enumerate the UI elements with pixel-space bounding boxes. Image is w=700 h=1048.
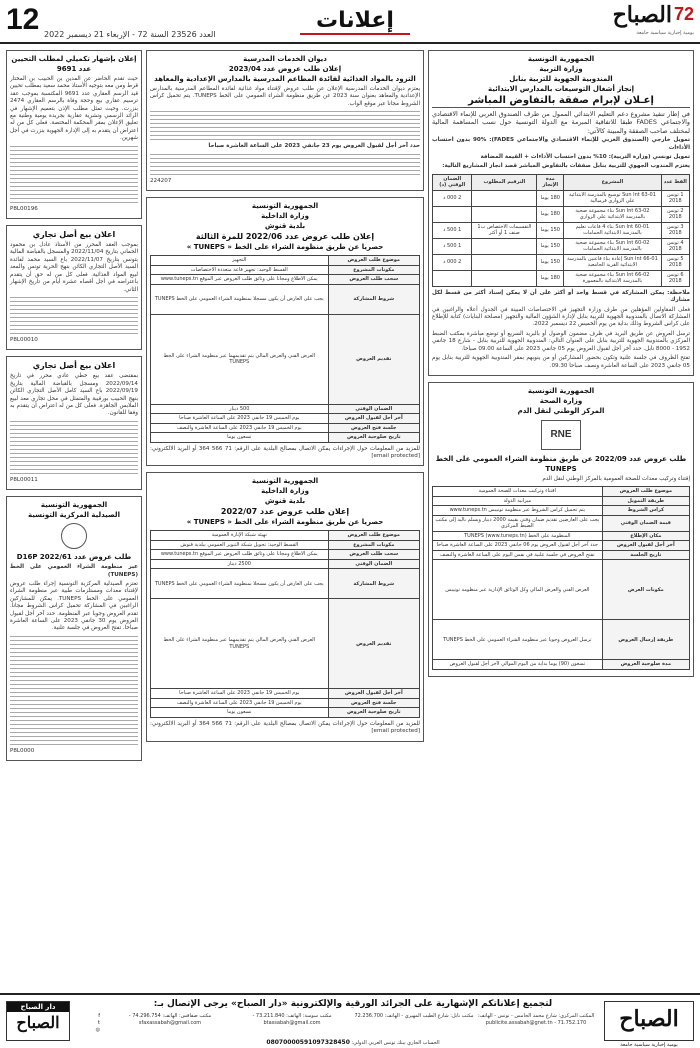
ad-blood-transfusion-center <box>428 382 694 677</box>
table-cell: 2 000 د <box>433 190 472 206</box>
footer-brand-sub: يومية إخبارية سياسية جامعة <box>620 1042 678 1048</box>
ad-bullet: تمويل خارجي (الصندوق العربي للإنماء الاقتصادي والاجتماعي FADES): 90% بدون احتساب الأداءات <box>432 137 691 151</box>
text-block <box>10 636 138 745</box>
ad-ref: P8L0000 <box>10 747 35 754</box>
table-cell <box>472 270 537 286</box>
row-label: شروط المشاركة <box>328 284 419 314</box>
table-row <box>433 515 690 531</box>
ad-header-line: الجمهورية التونسية <box>251 477 319 486</box>
row-label: آخر أجل لقبول العروض <box>328 689 419 699</box>
text-block <box>10 146 138 203</box>
row-value: تسعون (90) يوما بداية من اليوم الموالي لآخر أجل لقبول العروض <box>433 660 603 670</box>
twitter-icon: t <box>98 1020 100 1026</box>
table-header: مدة الإنجاز <box>537 174 564 190</box>
text-block <box>150 154 420 175</box>
row-label: الضمان الوقتي <box>328 404 419 414</box>
dar-assabah-logo <box>6 1001 70 1041</box>
ad-details-table <box>150 530 420 718</box>
row-value: تهيئة شبكة الإنارة العمومية <box>151 531 329 541</box>
ad-body: بموجب العقد المحرر من الأستاذ عادل بن محمود الحماني بتاريخ 2022/11/04 والمسجل بالقباضة المالية بتونس بتاريخ 2022/11/07 باع السيد محمد لفائدة السيد الأصل التجاري الكائن بنهج الحرية تونس والمعد لبيع المواد الغذائية. فعلى كل من له حق أن يتقدم باعتراضه في أجل أقصاه عشرة أيام من تاريخ الإشهار الثاني. <box>10 242 139 293</box>
row-label: مكان الإطلاع <box>602 531 689 541</box>
table-cell: 150 يوما <box>537 254 564 270</box>
row-label: مكونات المشروع <box>328 540 419 550</box>
table-row <box>433 496 690 506</box>
ad-header-line: المركز الوطني لنقل الدم <box>517 406 605 415</box>
row-value: تفتح العروض في جلسة علنية في نفس اليوم على الساعة العاشرة والنصف <box>433 550 603 560</box>
footer-brand-logo <box>604 1001 694 1048</box>
row-value: القسط الوحيد: تجهيز قاعة متعددة الاختصاصات <box>151 265 329 275</box>
row-label: تقديم العروض <box>328 314 419 404</box>
table-header-row <box>433 174 690 190</box>
row-value: العرض الفني والعرض المالي وكل الوثائق الإدارية عبر منظومة تونيبس <box>433 560 603 620</box>
table-row <box>433 222 690 238</box>
table-row <box>151 256 420 266</box>
ad-kanouch-municipality-2 <box>146 472 424 741</box>
table-cell: Sun Int 63-02 بناء مجموعة صحية بالمدرسة الابتدائية علي الزواري <box>564 206 661 222</box>
ad-details-table <box>432 486 690 670</box>
table-row <box>151 404 420 414</box>
table-row <box>433 270 690 286</box>
column-middle <box>146 50 424 990</box>
row-value: يوم الخميس 19 جانفي 2023 على الساعة العاشرة والنصف <box>151 698 329 708</box>
table-cell <box>472 190 537 206</box>
ad-title: اعلان بيع أصل تجاري <box>32 230 116 240</box>
row-label: تقديم العروض <box>328 599 419 689</box>
table-row <box>151 275 420 285</box>
table-cell: 150 يوما <box>537 238 564 254</box>
page-number: 12 <box>6 3 40 36</box>
table-cell: 180 يوما <box>537 270 564 286</box>
ad-intro: في إطار تنفيذ مشروع دعم التعليم الابتدائي الممول من طرف الصندوق العربي للإنماء الاقتصادي والاجتماعي FADES طبقا للاتفاقية المبرمة مع الدولة التونسية حول نسب المساهمة المالية لمختلف صاحب الصفقة والمبينة كالآتي: <box>432 110 690 135</box>
table-row <box>433 487 690 497</box>
ad-header-line: بلدية قنوش <box>264 222 306 231</box>
footer-bank-label: الحساب الجاري ببنك تونس العربي الدولي: <box>351 1040 440 1046</box>
row-label: سحب طلب العروض <box>328 550 419 560</box>
table-cell: Sun Int 63-01 توسيع بالمدرسة الابتدائية علي الزواري قرمبالية <box>564 190 661 206</box>
ad-header-line: الجمهورية التونسية <box>527 386 595 395</box>
footer-contact: مكتب صفاقس: الهاتف: 74.296.754 - sfaxassabah@gmail.com <box>128 1013 212 1026</box>
row-value: تسعون يوما <box>151 708 329 718</box>
ad-header-line: الجمهورية التونسية <box>251 202 319 211</box>
table-row <box>433 550 690 560</box>
footer-contact: مكتب نابل: شارع الطيب المهيري - الهاتف: 72.236.700 <box>354 1013 474 1019</box>
row-value: يتم تحميل كراس الشروط عبر منظومة تونيبس www.tuneps.tn <box>433 506 603 516</box>
row-value: العرض الفني والعرض المالي يتم تقديمهما عبر منظومة الشراء على الخط TUNEPS <box>151 599 329 689</box>
row-value: يمكن الاطلاع ومجانا على وثائق طلب العروض عبر الموقع www.tuneps.tn <box>151 550 329 560</box>
row-label: الضمان الوقتي <box>328 559 419 569</box>
row-value: يمكن الاطلاع ومجانا على وثائق طلب العروض عبر الموقع www.tuneps.tn <box>151 275 329 285</box>
rne-logo: RNE <box>541 420 581 450</box>
row-value: العرض الفني والعرض المالي يتم تقديمهما عبر منظومة الشراء على الخط TUNEPS <box>151 314 329 404</box>
ad-bullet: تمويل تونسي (وزارة التربية): 10% بدون احتساب الأداءات + القيمة المضافة <box>480 154 690 161</box>
page-header <box>0 0 700 44</box>
ad-body: تعتزم الصيدلية المركزية التونسية إجراء طلب عروض لإقتناء معدات ومستلزمات طبية عبر منظومة الشراء العمومي على الخط TUNEPS. يمكن للمشاركين الراغبين في المشاركة تحميل كراس الشروط مجانا. تقدم العروض وجوبا عبر المنظومة. حدد آخر أجل لقبول العروض يوم 30 جانفي 2023 على الساعة العاشرة صباحا. تفتح العروض في جلسة علنية. <box>10 580 138 632</box>
table-row <box>151 559 420 569</box>
table-cell: 5 تونس 2018 <box>661 254 689 270</box>
row-label: جلسة فتح العروض <box>328 698 419 708</box>
table-cell <box>433 270 472 286</box>
ad-title: التزود بالمواد الغذائية لفائدة المطاعم المدرسية بالمدارس الإعدادية والمعاهد <box>154 75 416 83</box>
row-value: ترسل العروض وجوبا عبر منظومة الشراء العمومي على الخط TUNEPS <box>433 620 603 660</box>
ad-header-line: الجمهورية التونسية <box>527 55 595 63</box>
table-row <box>151 414 420 424</box>
table-row <box>151 698 420 708</box>
ad-subtitle: حصريا عن طريق منظومة الشراء على الخط « TUNEPS » <box>186 243 384 252</box>
ad-education-nabeul <box>428 50 694 376</box>
ad-title: طلب عروض عدد 2022/09 عن طريق منظومة الشراء العمومي على الخط TUNEPS <box>435 454 687 473</box>
table-row <box>433 620 690 660</box>
ad-footer-note: للمزيد من المعلومات حول الإجراءات يمكن الاتصال بمصالح البلدية على الرقم: 71 566 364 أو البريد الالكتروني: [email protected] <box>150 445 421 459</box>
ad-ref: P8L00011 <box>10 476 38 483</box>
issue-date-line: العدد 23526 السنة 72 - الإربعاء 21 ديسمبر 2022 <box>44 30 216 39</box>
row-value: القسط الوحيد: تحويل شبكة التنوير العمومي ببلدية قنوش <box>151 540 329 550</box>
table-row <box>433 206 690 222</box>
masthead-number: 72 <box>673 4 694 24</box>
row-value: يجب على العارض أن يكون مسجلا بمنظومة الشراء العمومي على الخط TUNEPS <box>151 569 329 599</box>
row-label: مدة صلوحية العروض <box>602 660 689 670</box>
table-row <box>433 238 690 254</box>
table-header: الترقيم المطلوب <box>472 174 537 190</box>
row-value: 2500 دينار <box>151 559 329 569</box>
table-cell: 3 تونس 2018 <box>661 222 689 238</box>
table-cell: Sun Int 66-02 بناء مجموعة صحية بالمدرسة الابتدائية بالمعمورة <box>564 270 661 286</box>
ad-ref: 224207 <box>150 177 172 184</box>
ad-title: إعـلان لإبرام صفقة بالتفاوض المباشر <box>432 94 690 108</box>
table-cell: 1 500 د <box>433 222 472 238</box>
footer-headline: لتجميع إعلاناتكم الإشهارية على الجرائد الورقية والإلكترونية «دار الصباح» يرجى الإتصال بـ: <box>153 999 553 1009</box>
ad-body: فعلى المقاولين المؤهلين من طرف وزارة التجهيز في الاختصاصات المبينة في الجدول أعلاه والراغبين في المشاركة الاتصال بالمندوبية الجهوية للتربية بنابل لإدارة الشؤون المالية والتجهيز (مصلحة البنايات) كتابة للإطلاع على كراس الشروط وذلك بداية من يوم الخميس 22 ديسمبر 2022. <box>432 306 690 328</box>
ad-title: إعلان بإشهار تكميلي لمطلب التحيين عدد 9691 <box>11 55 137 73</box>
row-value: يوم الخميس 19 جانفي 2023 على الساعة العاشرة والنصف <box>151 423 329 433</box>
text-block <box>10 421 138 474</box>
ad-title-update <box>6 50 142 219</box>
table-cell: 6 تونس 2018 <box>661 270 689 286</box>
table-cell <box>472 238 537 254</box>
table-cell: 1 تونس 2018 <box>661 190 689 206</box>
ad-header-line: وزارة الداخلية <box>261 212 309 221</box>
ad-footer-note: للمزيد من المعلومات حول الإجراءات يمكن الاتصال بمصالح البلدية على الرقم: 71 566 364 أو البريد الالكتروني: [email protected] <box>150 720 421 735</box>
row-value: ميزانية الدولة <box>433 496 603 506</box>
ad-title: اعلان بيع أصل تجاري <box>32 361 116 371</box>
ad-details-table <box>150 255 420 443</box>
ad-intro: إقتناء وتركيب معدات للصحة العمومية بالمركز الوطني لنقل الدم <box>542 475 690 482</box>
table-row <box>151 433 420 443</box>
row-label: تاريخ صلوحية العروض <box>328 708 419 718</box>
ad-header-line: إعلان طلب عروض عدد 2023/04 <box>228 65 342 73</box>
table-cell: 180 يوما <box>537 206 564 222</box>
ad-deadline: حدد آخر أجل لقبول العروض يوم 23 جانفي 2023 على الساعة العاشرة صباحا <box>208 143 420 150</box>
ad-header-line: الصيدلية المركزية التونسية <box>28 511 120 520</box>
row-label: طريقة إرسال العروض <box>602 620 689 660</box>
row-value: يوم الخميس 19 جانفي 2023 على الساعة العاشرة صباحا <box>151 689 329 699</box>
masthead-brand: الصباح <box>612 2 672 28</box>
ad-body: ترسل العروض عن طريق البريد في ظرف مضمون الوصول أو بالبريد السريع أو توضع مباشرة بمكتب الضبط المركزي بالمندوبية الجهوية للتربية بنابل على العنوان التالي: المندوبية الجهوية للتربية بنابل - شارع 18 جانفي 1952 - 8000 نابل. حدد آخر أجل لقبول العروض يوم 05 جانفي 2023 على الساعة 09.00 صباحا. <box>432 330 691 352</box>
table-row <box>433 560 690 620</box>
row-value: المنظومة على الخط TUNEPS (www.tuneps.tn) <box>433 531 603 541</box>
table-cell <box>433 206 472 222</box>
table-cell: التقسيمات الاختصاص ب1 صنف 1 أو أكثر <box>472 222 537 238</box>
table-row <box>433 531 690 541</box>
text-block <box>10 297 138 334</box>
row-label: موضوع طلب العروض <box>328 256 419 266</box>
table-cell: 180 يوما <box>537 190 564 206</box>
footer-contact: مكتب سوسة: الهاتف: 73.211.840 - btassabah@gmail.com <box>252 1013 332 1026</box>
footer-bank-number: 08070000591097328450 <box>266 1039 350 1046</box>
table-row <box>151 423 420 433</box>
row-value: تسعون يوما <box>151 433 329 443</box>
ad-bullet: يعتزم المندوب الجهوي للتربية بنابل صفقات بالتفاوض المباشر قصد انجاز المشاريع التالية: <box>442 163 690 170</box>
table-cell: Sun Int 60-01 بناء 4 قاعات تعليم بالمدرسة الابتدائية الحمامات <box>564 222 661 238</box>
ad-note: ملاحظة: يمكن المشاركة في قسط واحد أو أكثر على أن لا يمكن إسناد أكثر من قسط لكل مشارك <box>432 289 690 304</box>
row-label: موضوع طلب العروض <box>328 531 419 541</box>
ad-subtitle: حصريا عن طريق منظومة الشراء على الخط « TUNEPS » <box>186 518 384 527</box>
row-value: حدد آخر أجل لقبول العروض يوم 06 جانفي 2023 على الساعة العاشرة صباحا <box>433 541 603 551</box>
ad-kanouch-municipality-1 <box>146 197 424 466</box>
table-row <box>151 540 420 550</box>
table-row <box>151 689 420 699</box>
ad-subtitle: عبر منظومة الشراء العمومي على الخط (TUNEPS) <box>10 564 138 578</box>
table-cell: 4 تونس 2018 <box>661 238 689 254</box>
ad-header-line: وزارة التربية <box>539 65 583 73</box>
ad-body: بمقتضى عقد بيع خطي عادي محرر في تاريخ 2022/09/14 ومسجل بالقباضة المالية بتاريخ 2022/09/19 باع السيد كامل الأصل التجاري الكائن بنهج الحبيب بورقيبة والمتمثل في محل تجاري معد لبيع الملابس الجاهزة. فعلى كل من له اعتراض أن يتقدم به وفقا للقانون. <box>10 373 138 417</box>
column-right <box>428 50 694 990</box>
table-cell: 150 يوما <box>537 222 564 238</box>
row-label: كراس الشروط <box>602 506 689 516</box>
table-row <box>433 506 690 516</box>
table-row <box>151 550 420 560</box>
table-header: القط عدد <box>661 174 689 190</box>
table-cell <box>472 254 537 270</box>
row-value: اقتناء وتركيب معدات للصحة العمومية <box>433 487 603 497</box>
row-label: سحب طلب العروض <box>328 275 419 285</box>
table-row <box>151 708 420 718</box>
footer-contact: المكتب المركزي: شارع محمد الخامس - تونس - الهاتف: 71.752.170 - publicite.assabah@gnet.tn <box>477 1013 595 1026</box>
ad-business-sale-1 <box>6 225 142 350</box>
ad-title: إعلان طلب عروض عدد 2022/06 للمرة الثالثة <box>195 232 375 242</box>
table-header: الضمان الوقتي (د) <box>433 174 472 190</box>
row-label: طريقة التمويل <box>602 496 689 506</box>
pharmacy-emblem-icon <box>61 523 87 549</box>
row-label: موضوع طلب العروض <box>602 487 689 497</box>
ad-ref: P8L00010 <box>10 336 38 343</box>
row-value: يجب على العارضين تقديم ضمان وقتي بقيمة 2000 دينار ويسلم باليد إلى مكتب الضبط المركزي <box>433 515 603 531</box>
footer-logo-main: الصباح <box>16 1013 60 1032</box>
table-header: المشروع <box>564 174 661 190</box>
row-label: قيمة الضمان الوقتي <box>602 515 689 531</box>
ad-header-line: وزارة الداخلية <box>261 487 309 496</box>
footer-contacts <box>110 1013 596 1026</box>
ad-central-pharmacy <box>6 496 142 761</box>
table-row <box>433 190 690 206</box>
ad-title: إعلان طلب عروض عدد 2022/07 <box>220 507 350 517</box>
ad-header-line: المندوبية الجهوية للتربية بنابل <box>509 75 613 83</box>
table-cell: 2 تونس 2018 <box>661 206 689 222</box>
table-row <box>151 531 420 541</box>
row-label: تاريخ صلوحية العروض <box>328 433 419 443</box>
row-label: جلسة فتح العروض <box>328 423 419 433</box>
table-cell <box>472 206 537 222</box>
instagram-icon: ◎ <box>95 1027 100 1033</box>
row-label: آخر أجل لقبول العروض <box>328 414 419 424</box>
footer-brand: الصباح <box>619 1006 679 1032</box>
row-label: تاريخ الجلسة <box>602 550 689 560</box>
masthead-logo <box>602 2 694 40</box>
table-cell: 2 000 د <box>433 254 472 270</box>
table-cell: Sun Int 60-02 بناء مجموعة صحية بالمدرسة الابتدائية الحمامات <box>564 238 661 254</box>
table-cell: 1 500 د <box>433 238 472 254</box>
ad-body: تفتح الظروف في جلسة علنية وتكون بحضور المشاركين أو من ينوبهم بمقر المندوبية الجهوية للتربية بنابل يوم 05 جانفي 2023 على الساعة العاشرة ونصف صباحا 09.30. <box>432 355 690 369</box>
row-value: يجب على العارض أن يكون مسجلا بمنظومة الشراء العمومي على الخط TUNEPS <box>151 284 329 314</box>
row-label: مكونات العرض <box>602 560 689 620</box>
row-value: التجهيز <box>151 256 329 266</box>
ad-header-line: ديوان الخدمات المدرسية <box>243 55 327 63</box>
row-label: شروط المشاركة <box>328 569 419 599</box>
ad-subtitle: إنجاز أشغال التوسيعات بالمدارس الابتدائية <box>487 85 635 93</box>
ad-body: يعتزم ديوان الخدمات المدرسية الإعلان عن طلب عروض لإقتناء مواد غذائية لفائدة المطاعم المدرسية بالمدارس الإعدادية والمعاهد بعنوان سنة 2023 عن طريق منظومة الشراء العمومي على الخط TUNEPS. يتم تحميل كراس الشروط مجانا عبر موقع الواب. <box>150 86 420 107</box>
text-block <box>150 111 420 140</box>
table-row <box>433 541 690 551</box>
ad-school-services <box>146 50 424 191</box>
table-row <box>433 254 690 270</box>
section-title: إعلانات <box>300 8 410 35</box>
table-row <box>151 265 420 275</box>
ad-body: حيث تقدم الحاضر عن المدين بن الحبيب بن المختار قرط ومن معه بتوجيه الأستاذ محمد سعيد بمطلب تحيين قيد الرسم العقاري عدد 9691 المكتسبة بموجب عقد ترسيم عقاري بيع وحجة وفاة بالرسم العقاري 2474 بنزرت. وحيث تمثل مطلب الإذن بتعميم الإشهار في الرائد الرسمي ونشرية عقارية بجريدة يومية وطنية مع تعليق الإعلان بمقر المحكمة المختصة. فعلى كل من له اعتراض أن يتقدم به إلى الإدارة الجهوية بنزرت في أجل شهرين. <box>10 76 138 142</box>
facebook-icon: f <box>98 1013 100 1019</box>
table-row <box>151 569 420 599</box>
ad-ref: P8L00196 <box>10 205 38 212</box>
table-row <box>151 284 420 314</box>
row-label: مكونات المشروع <box>328 265 419 275</box>
ad-title: طلب عروض عدد 2022/61 D16P <box>16 553 132 562</box>
table-cell: Sun Int 66-01 إعادة بناء قاعتين بالمدرسة الابتدائية القرية الجامعية <box>564 254 661 270</box>
ad-header-line: بلدية قنوش <box>264 497 306 506</box>
table-row <box>433 660 690 670</box>
row-value: يوم الخميس 19 جانفي 2023 على الساعة العاشرة صباحا <box>151 414 329 424</box>
page-footer <box>0 993 700 1048</box>
projects-table <box>432 174 690 287</box>
row-value: 500 دينار <box>151 404 329 414</box>
ad-business-sale-2 <box>6 356 142 490</box>
column-left <box>6 50 142 990</box>
row-label: آخر أجل لقبول العروض <box>602 541 689 551</box>
ad-header-line: الجمهورية التونسية <box>40 501 108 510</box>
table-row <box>151 599 420 689</box>
social-icons <box>76 1013 100 1034</box>
masthead-tagline: يومية إخبارية سياسية جامعة <box>636 30 694 36</box>
table-row <box>151 314 420 404</box>
ad-header-line: وزارة الصحة <box>539 396 583 405</box>
footer-logo-top: دار الصباح <box>7 1002 69 1012</box>
